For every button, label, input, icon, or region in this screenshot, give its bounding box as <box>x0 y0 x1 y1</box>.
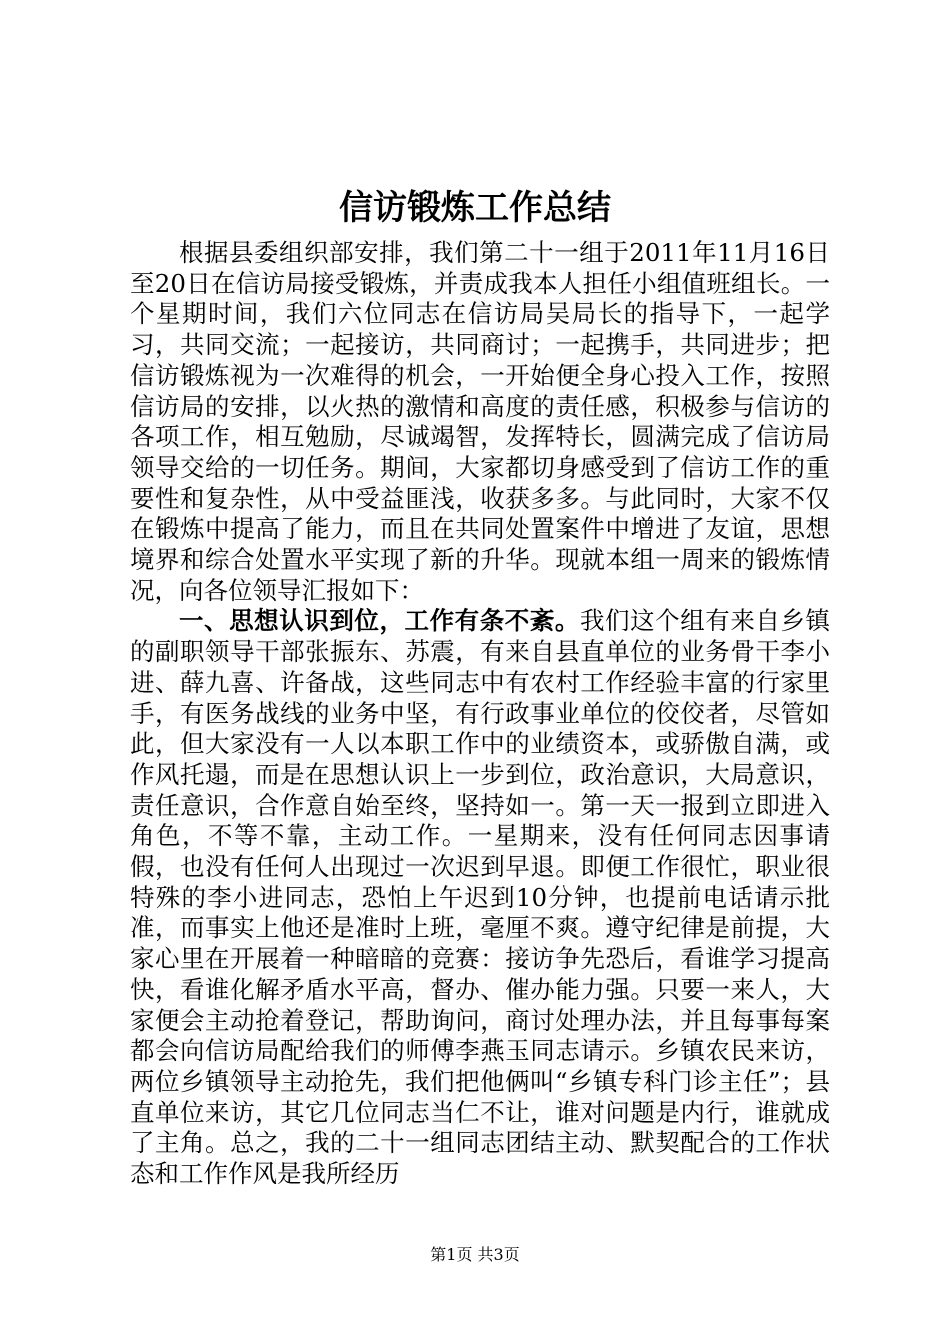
section-1-heading: 一、思想认识到位，工作有条不紊。 <box>179 606 580 636</box>
document-title: 信访锻炼工作总结 <box>339 188 611 228</box>
section-1-paragraph <box>130 606 830 1189</box>
section-1-body: 我们这个组有来自乡镇的副职领导干部张振东、苏震，有来自县直单位的业务骨干李小进、薛九喜、许备战，这些同志中有农村工作经验丰富的行家里手，有医务战线的业务中坚，有行政事业单位的佼佼者，尽管如此，但大家没有一人以本职工作中的业绩资本，或骄傲自满，或作风托遢，而是在思想认识上一步到位，政治意识，大局意识，责任意识，合作意自始至终，坚持如一。第一天一报到立即进入角色，不等不靠，主动工作。一星期来，没有任何同志因事请假，也没有任何人出现过一次迟到早退。即便工作很忙，职业很特殊的李小进同志，恐怕上午迟到10分钟，也提前电话请示批准，而事实上他还是准时上班，毫厘不爽。遵守纪律是前提，大家心里在开展着一种暗暗的竞赛：接访争先恐后，看谁学习提高快，看谁化解矛盾水平高，督办、催办能力强。只要一来人，大家便会主动抢着登记，帮助询问，商讨处理办法，并且每事每案都会向信访局配给我们的师傅李燕玉同志请示。乡镇农民来访，两位乡镇领导主动抢先，我们把他俩叫“乡镇专科门诊主任”；县直单位来访，其它几位同志当仁不让，谁对问题是内行，谁就成了主角。总之，我的二十一组同志团结主动、默契配合的工作状态和工作作风是我所经历 <box>130 606 831 1189</box>
intro-paragraph: 根据县委组织部安排，我们第二十一组于2011年11月16日至20日在信访局接受锻炼，并责成我本人担任小组值班组长。一个星期时间，我们六位同志在信访局吴局长的指导下，一起学习，共同交流；一起接访，共同商讨；一起携手，共同进步；把信访锻炼视为一次难得的机会，一开始便全身心投入工作，按照信访局的安排，以火热的激情和高度的责任感，积极参与信访的各项工作，相互勉励，尽诚竭智，发挥特长，圆满完成了信访局领导交给的一切任务。期间，大家都切身感受到了信访工作的重要性和复杂性，从中受益匪浅，收获多多。与此同时，大家不仅在锻炼中提高了能力，而且在共同处置案件中增进了友谊，思想境界和综合处置水平实现了新的升华。现就本组一周来的锻炼情况，向各位领导汇报如下： <box>130 238 830 605</box>
page-footer: 第1页 共3页 <box>430 1245 520 1264</box>
document-body <box>130 238 830 1190</box>
